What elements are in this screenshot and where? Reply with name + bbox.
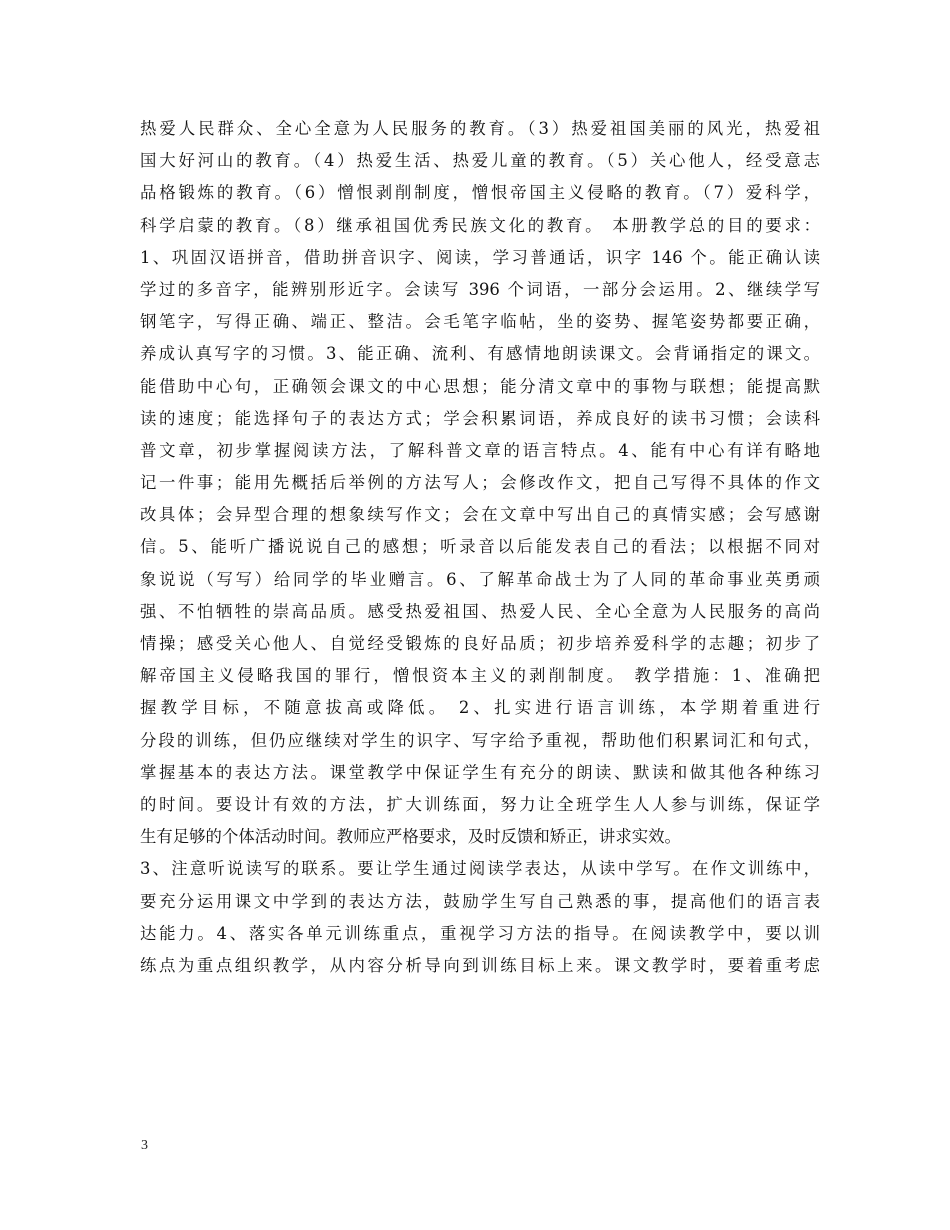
text-line: 热爱人民群众、全心全意为人民服务的教育。（3）热爱祖国美丽的风光，热爱祖	[140, 119, 820, 138]
text-line: 1、巩固汉语拼音，借助拼音识字、阅读，学习普通话，识字 146 个。能正确认读	[140, 247, 820, 267]
text-line: 分段的训练，但仍应继续对学生的识字、写字给予重视，帮助他们积累词汇和句式，	[140, 730, 820, 750]
text-line: 解帝国主义侵略我国的罪行，憎恨资本主义的剥削制度。 教学措施：1、准确把	[140, 666, 820, 686]
text-line: 握教学目标，不随意拔高或降低。 2、扎实进行语言训练，本学期着重进行	[140, 698, 820, 718]
text-line: 强、不怕牺牲的崇高品质。感受热爱祖国、热爱人民、全心全意为人民服务的高尚	[140, 601, 820, 621]
text-line: 记一件事；能用先概括后举例的方法写人；会修改作文，把自己写得不具体的作文	[140, 473, 820, 493]
text-line: 要充分运用课文中学到的表达方法，鼓励学生写自己熟悉的事，提高他们的语言表	[140, 891, 820, 911]
text-line: 养成认真写字的习惯。3、能正确、流利、有感情地朗读课文。会背诵指定的课文。	[140, 344, 820, 364]
text-line: 普文章，初步掌握阅读方法，了解科普文章的语言特点。4、能有中心有详有略地	[140, 440, 820, 460]
text-line: 3、注意听说读写的联系。要让学生通过阅读学表达，从读中学写。在作文训练中，	[140, 859, 820, 879]
body-text	[140, 113, 820, 982]
text-line: 生有足够的个体活动时间。教师应严格要求，及时反馈和矫正，讲求实效。	[140, 827, 681, 847]
text-line: 能借助中心句，正确领会课文的中心思想；能分清文章中的事物与联想；能提高默	[140, 376, 820, 396]
text-line: 改具体；会异型合理的想象续写作文；会在文章中写出自己的真情实感；会写感谢	[140, 505, 820, 525]
text-line: 钢笔字，写得正确、端正、整洁。会毛笔字临帖，坐的姿势、握笔姿势都要正确，	[140, 312, 820, 332]
text-line: 读的速度；能选择句子的表达方式；学会积累词语，养成良好的读书习惯；会读科	[140, 408, 820, 428]
text-line: 练点为重点组织教学，从内容分析导向到训练目标上来。课文教学时，要着重考虑	[140, 955, 820, 975]
text-line: 品格锻炼的教育。（6）憎恨剥削制度，憎恨帝国主义侵略的教育。（7）爱科学，	[140, 183, 820, 203]
text-line: 的时间。要设计有效的方法，扩大训练面，努力让全班学生人人参与训练，保证学	[140, 794, 820, 814]
text-line: 国大好河山的教育。（4）热爱生活、热爱儿童的教育。（5）关心他人，经受意志	[140, 151, 820, 171]
text-line: 学过的多音字，能辨别形近字。会读写 396 个词语，一部分会运用。2、继续学写	[140, 279, 820, 299]
text-line: 信。5、能听广播说说自己的感想；听录音以后能发表自己的看法；以根据不同对	[140, 537, 820, 557]
text-line: 达能力。4、落实各单元训练重点，重视学习方法的指导。在阅读教学中，要以训	[140, 923, 820, 943]
page-number: 3	[141, 1138, 148, 1153]
text-line: 掌握基本的表达方法。课堂教学中保证学生有充分的朗读、默读和做其他各种练习	[140, 762, 820, 782]
text-line: 象说说（写写）给同学的毕业赠言。6、了解革命战士为了人同的革命事业英勇顽	[140, 569, 820, 589]
text-line: 科学启蒙的教育。（8）继承祖国优秀民族文化的教育。 本册教学总的目的要求：	[140, 215, 820, 235]
text-line: 情操；感受关心他人、自觉经受锻炼的良好品质；初步培养爱科学的志趣；初步了	[140, 634, 820, 653]
